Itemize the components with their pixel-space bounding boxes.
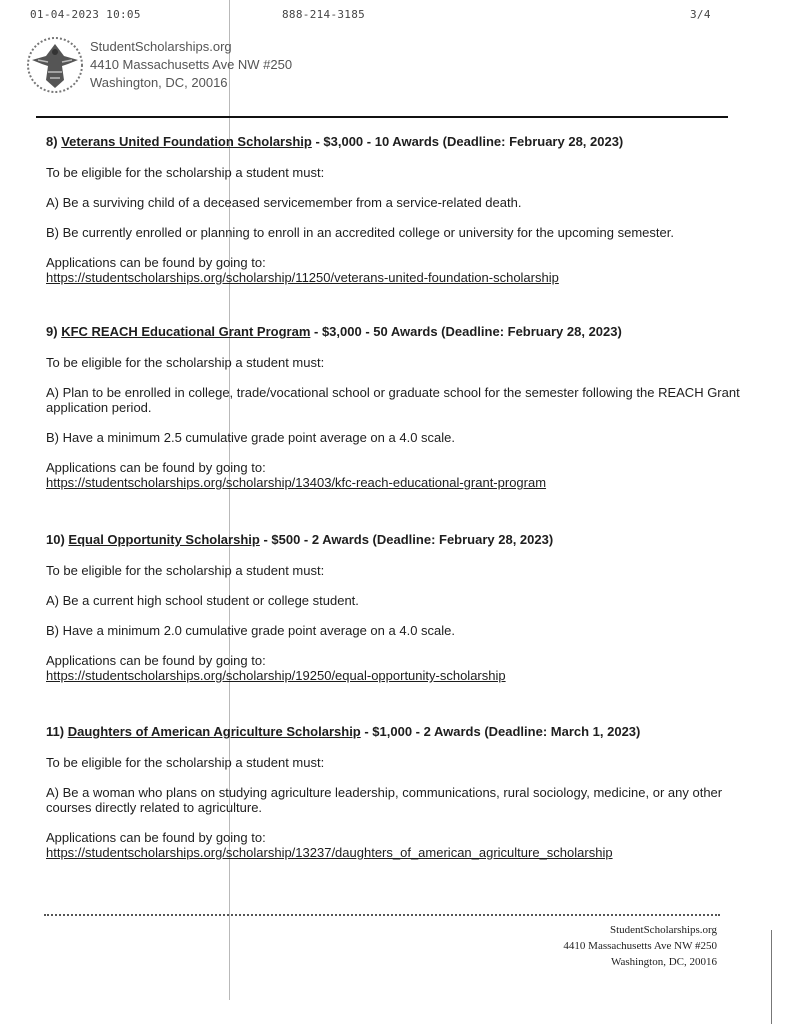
scholarship-title [46,724,746,739]
scholarship-link[interactable]: https://studentscholarships.org/scholarship/13237/daughters_of_american_agriculture_scholarship [46,845,613,860]
org-header-address [90,38,292,92]
scholarship-title [46,324,746,339]
footer-address-line2: Washington, DC, 20016 [610,956,717,968]
scholarship-name: KFC REACH Educational Grant Program [61,324,311,339]
requirement: A) Be a surviving child of a deceased servicemember from a service-related death. [46,195,522,210]
org-address-line1: 4410 Massachusetts Ave NW #250 [90,57,293,72]
scholarship-details: - $500 - 2 Awards (Deadline: February 28, 2023) [259,532,554,547]
footer-address [563,922,717,970]
requirement: B) Have a minimum 2.5 cumulative grade point average on a 4.0 scale. [46,430,455,445]
fax-page-number: 3/4 [690,8,711,21]
scholarship-number: 10) [46,532,65,547]
footer-divider [44,914,720,916]
scholarship-details: - $1,000 - 2 Awards (Deadline: March 1, 2023) [360,724,641,739]
org-name: StudentScholarships.org [90,39,232,54]
eligibility-intro: To be eligible for the scholarship a student must: [46,355,325,370]
fax-phone-number: 888-214-3185 [282,8,366,21]
application-info [46,830,746,860]
scholarship-details: - $3,000 - 50 Awards (Deadline: February 28, 2023) [310,324,622,339]
requirement: A) Be a woman who plans on studying agriculture leadership, communications, rural sociology, medicine, or any other courses directly related to agriculture. [46,785,723,815]
application-text: Applications can be found by going to: [46,460,266,475]
scholarship-number: 11) [46,724,65,739]
scholarship-section [46,324,746,490]
requirement: A) Plan to be enrolled in college, trade/vocational school or graduate school for the semester following the REACH Grant application period. [46,385,740,415]
scholarship-number: 9) [46,324,58,339]
scholarship-link[interactable]: https://studentscholarships.org/scholarship/19250/equal-opportunity-scholarship [46,668,506,683]
scholarship-name: Daughters of American Agriculture Scholarship [67,724,361,739]
scholarship-details: - $3,000 - 10 Awards (Deadline: February 28, 2023) [311,134,624,149]
application-text: Applications can be found by going to: [46,255,266,270]
header-divider [36,116,728,118]
requirement: B) Have a minimum 2.0 cumulative grade point average on a 4.0 scale. [46,623,455,638]
scholarship-link[interactable]: https://studentscholarships.org/scholarship/13403/kfc-reach-educational-grant-program [46,475,547,490]
scholarship-link[interactable]: https://studentscholarships.org/scholarship/11250/veterans-united-foundation-scholarship [46,270,559,285]
org-address-line2: Washington, DC, 20016 [90,75,228,90]
footer-org-name: StudentScholarships.org [609,924,717,936]
eligibility-intro: To be eligible for the scholarship a student must: [46,563,325,578]
scholarship-section [46,532,746,683]
eagle-seal-icon [26,36,84,94]
requirement: B) Be currently enrolled or planning to enroll in an accredited college or university for the upcoming semester. [46,225,674,240]
application-info [46,460,746,490]
application-info [46,653,746,683]
fax-timestamp: 01-04-2023 10:05 [30,8,141,21]
requirement: A) Be a current high school student or college student. [46,593,359,608]
scholarship-name: Equal Opportunity Scholarship [68,532,260,547]
application-info [46,255,746,285]
eligibility-intro: To be eligible for the scholarship a student must: [46,755,325,770]
scholarship-title [46,532,746,547]
scholarship-section [46,724,746,860]
eligibility-intro: To be eligible for the scholarship a student must: [46,165,325,180]
scholarship-name: Veterans United Foundation Scholarship [61,134,312,149]
scholarship-section [46,134,746,285]
application-text: Applications can be found by going to: [46,653,266,668]
paper-edge-line [771,930,772,1024]
application-text: Applications can be found by going to: [46,830,266,845]
scholarship-title [46,134,746,149]
scholarship-number: 8) [46,134,58,149]
footer-address-line1: 4410 Massachusetts Ave NW #250 [563,940,717,952]
